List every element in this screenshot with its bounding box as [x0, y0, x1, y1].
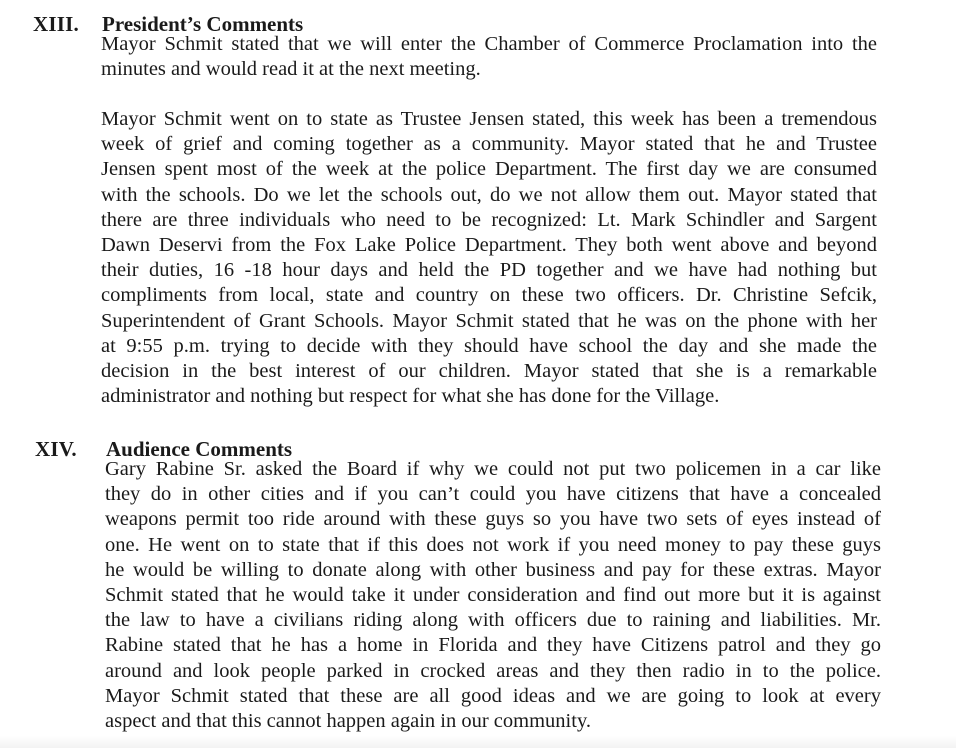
- section-number: XIII.: [33, 12, 79, 36]
- paragraph: [101, 107, 877, 409]
- text-line: Jensen spent most of the week at the police Department. The first day we are consumed: [101, 158, 877, 181]
- text-line: week of grief and coming together as a community. Mayor stated that he and Trustee: [101, 133, 877, 156]
- section-heading: President’s Comments: [102, 12, 304, 36]
- text-line: Superintendent of Grant Schools. Mayor Schmit stated that he was on the phone with her: [101, 309, 877, 332]
- text-line: Mayor Schmit stated that we will enter the Chamber of Commerce Proclamation into the: [101, 33, 877, 55]
- text-line: decision in the best interest of our children. Mayor stated that she is a remarkable: [101, 359, 877, 382]
- section-number: XIV.: [35, 437, 77, 461]
- paragraph: [105, 457, 881, 734]
- text-line: one. He went on to state that if this does not work if you need money to pay these guys: [105, 533, 881, 556]
- text-line: Mayor Schmit stated that these are all good ideas and we are going to look at every: [105, 684, 881, 707]
- text-line: at 9:55 p.m. trying to decide with they should have school the day and she made the: [101, 334, 877, 357]
- text-line: with the schools. Do we let the schools out, do we not allow them out. Mayor stated that: [101, 183, 877, 206]
- text-line: Dawn Deservi from the Fox Lake Police Department. They both went above and beyond: [101, 233, 877, 256]
- text-line: Rabine stated that he has a home in Florida and they have Citizens patrol and they go: [105, 634, 881, 657]
- text-line: compliments from local, state and country on these two officers. Dr. Christine Sefcik,: [101, 284, 877, 307]
- text-line: he would be willing to donate along with other business and pay for these extras. Mayor: [105, 558, 881, 581]
- text-line: aspect and that this cannot happen again in our community.: [105, 709, 591, 732]
- text-line: Schmit stated that he would take it under consideration and find out more but it is against: [105, 583, 881, 606]
- text-line: their duties, 16 -18 hour days and held the PD together and we have had nothing but: [101, 259, 877, 282]
- text-line: there are three individuals who need to be recognized: Lt. Mark Schindler and Sargent: [101, 208, 877, 231]
- page-bottom-edge: [0, 736, 956, 748]
- text-line: around and look people parked in crocked areas and they then radio in to the police.: [105, 659, 881, 682]
- text-line: they do in other cities and if you can’t could you have citizens that have a concealed: [105, 483, 881, 506]
- text-line: minutes and would read it at the next meeting.: [101, 58, 481, 81]
- paragraph: [101, 32, 877, 82]
- section-heading: Audience Comments: [106, 437, 293, 461]
- text-line: administrator and nothing but respect for what she has done for the Village.: [101, 385, 720, 408]
- text-line: the law to have a civilians riding along with officers due to raining and liabilities. Mr.: [105, 609, 881, 632]
- text-line: Mayor Schmit went on to state as Trustee Jensen stated, this week has been a tremendous: [101, 108, 877, 130]
- text-line: weapons permit too ride around with these guys so you have two sets of eyes instead of: [105, 508, 881, 531]
- text-line: Gary Rabine Sr. asked the Board if why we could not put two policemen in a car like: [105, 458, 881, 480]
